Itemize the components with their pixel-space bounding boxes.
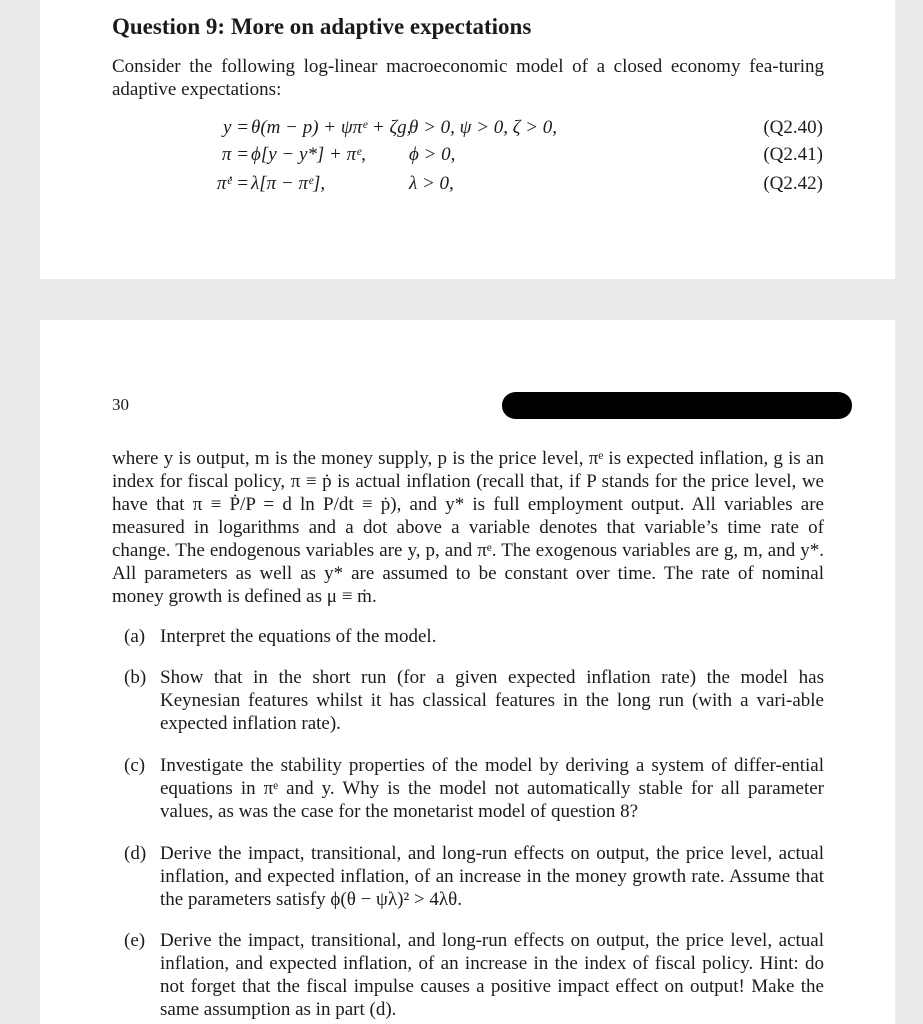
equation-row bbox=[40, 173, 895, 199]
redaction-bar bbox=[502, 392, 852, 419]
question-part-b bbox=[124, 666, 824, 735]
equation-conditions: θ > 0, ψ > 0, ζ > 0, bbox=[409, 117, 558, 138]
part-label: (b) bbox=[124, 667, 147, 688]
part-text: Show that in the short run (for a given expected inflation rate) the model has Keynesian features whilst it has classical features in the long run (with a vari-able expected inflation rate). bbox=[160, 667, 824, 734]
equation-lhs: y = bbox=[222, 117, 249, 138]
part-label: (c) bbox=[124, 755, 146, 776]
textbook-page-bottom bbox=[40, 320, 895, 1024]
page-number: 30 bbox=[112, 395, 129, 414]
definitions-paragraph: where y is output, m is the money supply, p is the price level, πᵉ is expected inflation, g is an index for fiscal policy, π ≡ ṗ is actual inflation (recall that, if P stands for the price level, we have that π ≡ Ṗ/P = d ln P/dt ≡ ṗ), and y* is full employment output. All variables are measured in logarithms and a dot above a variable denotes that variable’s time rate of change. The endogenous variables are y, p, and πᵉ. The exogenous variables are g, m, and y*. All parameters as well as y* are assumed to be constant over time. The rate of nominal money growth is defined as μ ≡ ṁ. bbox=[112, 448, 824, 607]
question-part-c bbox=[124, 754, 824, 823]
equation-lhs: π = bbox=[221, 144, 249, 165]
equation-number: (Q2.41) bbox=[763, 144, 823, 165]
equation-rhs: ϕ[y − y*] + πᵉ, bbox=[251, 144, 366, 165]
part-text: Interpret the equations of the model. bbox=[160, 626, 437, 647]
part-label: (a) bbox=[124, 626, 146, 647]
equation-lhs: π̇ᵉ = bbox=[216, 173, 249, 194]
equation-number: (Q2.40) bbox=[763, 117, 823, 138]
part-text: Investigate the stability properties of the model by deriving a system of differ-ential equations in πᵉ and y. Why is the model not automatically stable for all parameter values, as was the case for the monetarist model of question 8? bbox=[160, 755, 824, 822]
equation-number: (Q2.42) bbox=[763, 173, 823, 194]
textbook-page-top bbox=[40, 0, 895, 279]
question-part-e bbox=[124, 929, 824, 1021]
equation-row bbox=[40, 144, 895, 170]
equation-rhs: θ(m − p) + ψπᵉ + ζg, bbox=[251, 117, 412, 138]
part-label: (d) bbox=[124, 843, 147, 864]
equation-conditions: λ > 0, bbox=[409, 173, 454, 194]
equation-row bbox=[40, 117, 895, 143]
question-title: Question 9: More on adaptive expectations bbox=[112, 14, 532, 39]
part-label: (e) bbox=[124, 930, 146, 951]
part-text: Derive the impact, transitional, and long-run effects on output, the price level, actual inflation, and expected inflation, of an increase in the money growth rate. Assume that the parameters satisfy ϕ(θ − ψλ)² > 4λθ. bbox=[160, 843, 824, 910]
question-part-d bbox=[124, 842, 824, 911]
question-part-a bbox=[124, 625, 824, 648]
equation-rhs: λ[π − πᵉ], bbox=[251, 173, 326, 194]
equation-conditions: ϕ > 0, bbox=[409, 144, 456, 165]
intro-paragraph: Consider the following log-linear macroeconomic model of a closed economy fea-turing adaptive expectations: bbox=[112, 56, 824, 100]
part-text: Derive the impact, transitional, and long-run effects on output, the price level, actual inflation, and expected inflation, of an increase in the index of fiscal policy. Hint: do not forget that the fiscal impulse causes a positive impact effect on output! Make the same assumption as in part (d). bbox=[160, 930, 824, 1020]
